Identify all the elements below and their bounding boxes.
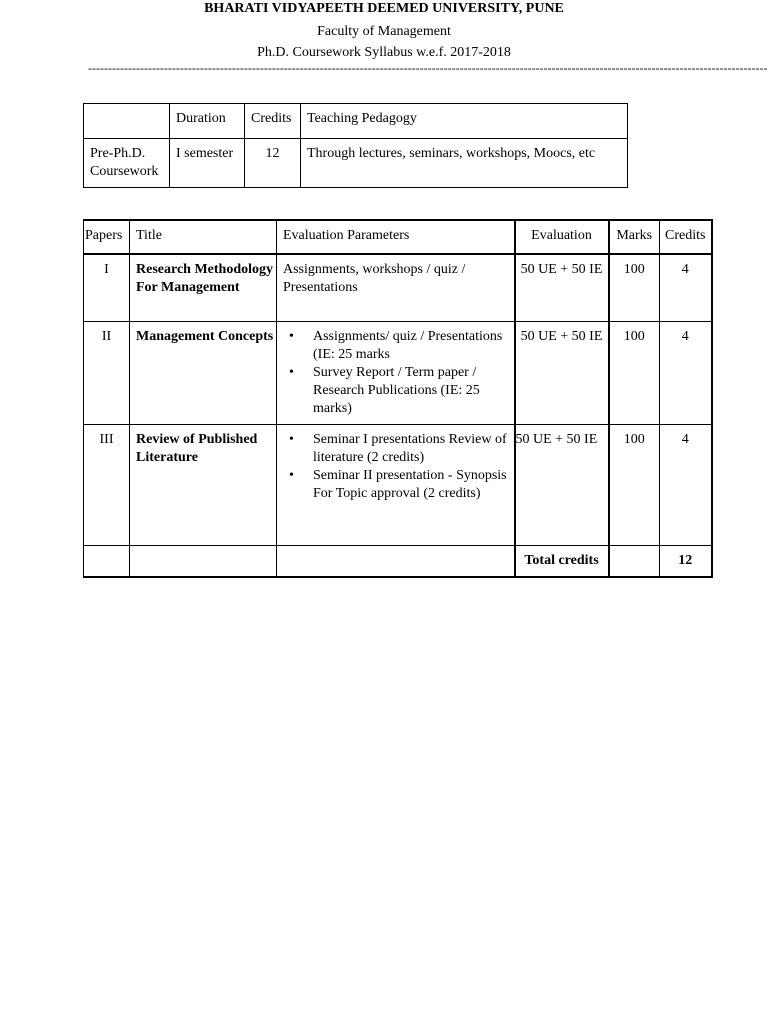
paper-number: II bbox=[84, 322, 130, 425]
table-header-cell: Evaluation Parameters bbox=[277, 220, 515, 254]
credits-cell: 12 bbox=[245, 139, 301, 188]
table-row bbox=[84, 425, 712, 546]
total-row bbox=[84, 546, 712, 578]
syllabus-title: Ph.D. Coursework Syllabus w.e.f. 2017-2018 bbox=[257, 45, 511, 60]
list-item: • Seminar I presentations Review of literature (2 credits) bbox=[313, 431, 514, 467]
empty-cell bbox=[84, 546, 130, 578]
evaluation-parameters: Assignments, workshops / quiz / Presentations bbox=[277, 254, 515, 322]
table-row bbox=[84, 322, 712, 425]
table-header-row bbox=[84, 220, 712, 254]
coursework-summary-table bbox=[83, 103, 628, 188]
paper-number: III bbox=[84, 425, 130, 546]
marks: 100 bbox=[609, 254, 660, 322]
university-name: BHARATI VIDYAPEETH DEEMED UNIVERSITY, PUNE bbox=[204, 1, 564, 16]
table-header-cell bbox=[84, 104, 170, 139]
empty-cell bbox=[609, 546, 660, 578]
credits: 4 bbox=[660, 254, 712, 322]
table-header-cell: Duration bbox=[170, 104, 245, 139]
program-cell bbox=[84, 139, 170, 188]
paper-title: Management Concepts bbox=[130, 322, 277, 425]
empty-cell bbox=[130, 546, 277, 578]
papers-table bbox=[83, 219, 713, 578]
table-header-cell: Title bbox=[130, 220, 277, 254]
table-header-cell: Credits bbox=[660, 220, 712, 254]
table-header-cell: Credits bbox=[245, 104, 301, 139]
table-header-cell: Evaluation bbox=[515, 220, 609, 254]
credits: 4 bbox=[660, 425, 712, 546]
table-row bbox=[84, 139, 628, 188]
parameter-list bbox=[277, 328, 514, 418]
list-item: • Seminar II presentation - Synopsis For Topic approval (2 credits) bbox=[313, 467, 514, 503]
paper-title: Research Methodology For Management bbox=[130, 254, 277, 322]
table-row bbox=[84, 254, 712, 322]
parameter-list bbox=[277, 431, 514, 503]
list-item: • Assignments/ quiz / Presentations (IE: 25 marks bbox=[313, 328, 514, 364]
evaluation-scheme: 50 UE + 50 IE bbox=[515, 322, 609, 425]
marks: 100 bbox=[609, 322, 660, 425]
program-line: Coursework bbox=[90, 164, 159, 179]
dashed-divider: -------------------------------------------------------------------------------------------------------------------------------------------------------------------------- bbox=[88, 61, 768, 75]
faculty-name: Faculty of Management bbox=[317, 24, 451, 39]
table-row bbox=[84, 104, 628, 139]
evaluation-parameters bbox=[277, 322, 515, 425]
total-credits-label: Total credits bbox=[515, 546, 609, 578]
program-line: Pre-Ph.D. bbox=[90, 146, 146, 161]
evaluation-scheme: 50 UE + 50 IE bbox=[515, 425, 609, 546]
pedagogy-cell: Through lectures, seminars, workshops, Moocs, etc bbox=[301, 139, 628, 188]
table-header-cell: Teaching Pedagogy bbox=[301, 104, 628, 139]
table-header-cell: Marks bbox=[609, 220, 660, 254]
total-credits-value: 12 bbox=[660, 546, 712, 578]
table-header-cell: Papers bbox=[84, 220, 130, 254]
marks: 100 bbox=[609, 425, 660, 546]
evaluation-scheme: 50 UE + 50 IE bbox=[515, 254, 609, 322]
evaluation-parameters bbox=[277, 425, 515, 546]
duration-cell: I semester bbox=[170, 139, 245, 188]
paper-number: I bbox=[84, 254, 130, 322]
empty-cell bbox=[277, 546, 515, 578]
list-item: • Survey Report / Term paper / Research Publications (IE: 25 marks) bbox=[313, 364, 514, 418]
paper-title: Review of Published Literature bbox=[130, 425, 277, 546]
credits: 4 bbox=[660, 322, 712, 425]
